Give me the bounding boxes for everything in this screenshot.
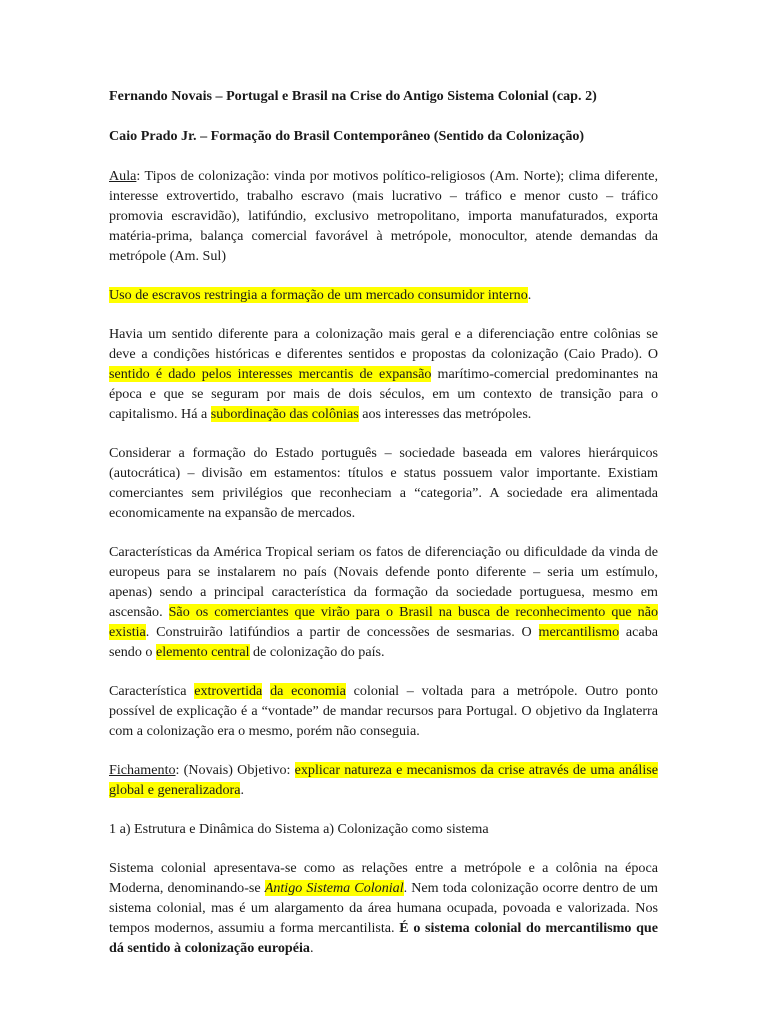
extrovertida-text-2 (262, 683, 270, 699)
paragraph-estrutura: 1 a) Estrutura e Dinâmica do Sistema a) Colonização como sistema (109, 821, 489, 837)
paragraph-estado-portugues: Considerar a formação do Estado português – sociedade baseada em valores hierárquicos (autocrática) – divisão em estamentos: títulos e status possuem valor importante. Existiam comerciantes sem privilégios que reconheciam a “categoria”. A sociedade era alimentada economicamente na expansão de mercados. (109, 445, 658, 521)
sistema-text-3: . (309, 940, 314, 956)
highlight-comerciantes: São os comerciantes que virão para o Brasil na busca de reconhecimento que não existia (109, 604, 658, 640)
highlight-antigo-sistema: Antigo Sistema Colonial (264, 880, 404, 896)
label-aula: Aula (109, 168, 137, 184)
sistema-text-1: Sistema colonial apresentava-se como as relações entre a metrópole e a colônia na época Moderna, denominando-se (109, 860, 658, 896)
highlight-elemento-central: elemento central (155, 644, 250, 660)
america-text-3: acaba sendo o (109, 624, 658, 660)
paragraph-sentido (109, 324, 658, 424)
escravos-end: . (527, 287, 532, 303)
fichamento-text-2: . (240, 782, 244, 798)
paragraph-fichamento (109, 760, 658, 800)
heading-novais: Fernando Novais – Portugal e Brasil na Crise do Antigo Sistema Colonial (cap. 2) (109, 88, 597, 104)
sentido-text-2: marítimo-comercial predominantes na época e que se seguram por mais de dois séculos, em um contexto de transição para o capitalismo. Há a (109, 366, 658, 422)
america-text-4: de colonização do país. (249, 644, 385, 660)
highlight-economia: da economia (270, 683, 346, 699)
label-fichamento: Fichamento (109, 762, 176, 778)
highlight-mercantilismo: mercantilismo (538, 624, 620, 640)
extrovertida-text-1: Característica (109, 683, 195, 699)
extrovertida-text-3: colonial – voltada para a metrópole. Outro ponto possível de explicação é a “vontade” de mandar recursos para Portugal. O objetivo da Inglaterra com a colonização era o mesmo, porém não conseguia. (109, 683, 658, 739)
highlight-subordinacao: subordinação das colônias (210, 406, 359, 422)
highlight-sentido: sentido é dado pelos interesses mercantis de expansão (109, 366, 432, 382)
sentido-text-1: Havia um sentido diferente para a colonização mais geral e a diferenciação entre colônias se deve a condições históricas e diferentes sentidos e propostas da colonização (Caio Prado). O (109, 326, 658, 362)
america-text-1: Características da América Tropical seriam os fatos de diferenciação ou dificuldade da vinda de europeus para se instalarem no país (Novais defende ponto diferente – seria um estímulo, apenas) sendo a principal característica da formação da sociedade portuguesa, mesmo em ascensão. (109, 544, 658, 620)
highlight-extrovertida: extrovertida (194, 683, 263, 699)
paragraph-escravos (109, 285, 658, 305)
sistema-text-2: . Nem toda colonização ocorre dentro de um sistema colonial, mas é um alargamento da área humana ocupada, povoada e valorizada. Nos tempos modernos, assumiu a forma mercantilista. (109, 880, 658, 936)
paragraph-aula (109, 166, 658, 266)
highlight-objetivo: explicar natureza e mecanismos da crise através de uma análise global e generalizadora (109, 762, 658, 798)
paragraph-sistema-colonial (109, 858, 658, 958)
paragraph-america-tropical (109, 542, 658, 662)
heading-caio-prado: Caio Prado Jr. – Formação do Brasil Contemporâneo (Sentido da Colonização) (109, 128, 585, 144)
sentido-text-3: aos interesses das metrópoles. (358, 406, 532, 422)
bold-sistema-colonial: É o sistema colonial do mercantilismo que dá sentido à colonização européia (109, 920, 658, 956)
paragraph-extrovertida (109, 681, 658, 741)
america-text-2: . Construirão latifúndios a partir de concessões de sesmarias. O (145, 624, 539, 640)
highlight-escravos: Uso de escravos restringia a formação de um mercado consumidor interno (109, 287, 528, 303)
aula-text: : Tipos de colonização: vinda por motivos político-religiosos (Am. Norte); clima diferente, interesse extrovertido, trabalho escravo (mais lucrativo – tráfico e menor custo – tráfico promovia escravidão), latifúndio, exclusivo metropolitano, importa manufaturados, exporta matéria-prima, balança comercial favorável à metrópole, monocultor, atende demandas da metrópole (Am. Sul) (109, 168, 658, 264)
fichamento-text-1: : (Novais) Objetivo: (175, 762, 295, 778)
